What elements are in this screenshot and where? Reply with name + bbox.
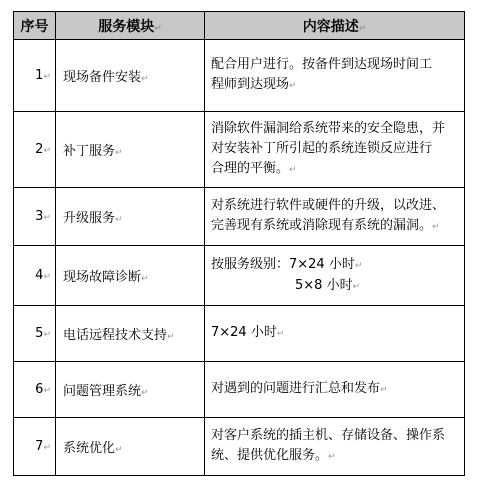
description-line: 5×8 小时↵ <box>295 277 361 293</box>
service-module: 升级服务↵ <box>56 188 205 246</box>
service-description <box>205 40 465 112</box>
header-no: 序号 <box>14 12 56 40</box>
service-module: 问题管理系统↵ <box>56 362 205 418</box>
table-row <box>14 112 465 188</box>
row-number: 4↵ <box>14 246 56 306</box>
row-number: 7↵ <box>14 418 56 476</box>
table-row <box>14 418 465 476</box>
table-row <box>14 362 465 418</box>
description-line: 对遇到的问题进行汇总和发布↵ <box>211 381 388 396</box>
service-table <box>13 11 465 476</box>
service-description <box>205 246 465 306</box>
table-row <box>14 40 465 112</box>
service-module: 电话远程技术支持↵ <box>56 306 205 362</box>
table-row <box>14 188 465 246</box>
service-description <box>205 188 465 246</box>
service-module: 现场备件安装↵ <box>56 40 205 112</box>
description-line: 完善现有系统或消除现有系统的漏洞。↵ <box>211 218 440 233</box>
description-line: 程师到达现场↵ <box>211 77 297 92</box>
description-line: 统、提供优化服务。↵ <box>211 448 336 463</box>
row-number: 1↵ <box>14 40 56 112</box>
service-description <box>205 362 465 418</box>
description-line: 配合用户进行。按备件到达现场时间工 <box>211 57 433 72</box>
header-row <box>14 12 465 40</box>
row-number: 2↵ <box>14 112 56 188</box>
description-line: 对客户系统的插主机、存储设备、操作系 <box>211 428 446 443</box>
row-number: 5↵ <box>14 306 56 362</box>
table-row <box>14 246 465 306</box>
description-line: 对系统进行软件或硬件的升级，以改进、 <box>211 198 446 213</box>
header-module: 服务模块↵ <box>56 12 205 40</box>
description-line: 消除软件漏洞给系统带来的安全隐患，并 <box>211 121 446 136</box>
service-description <box>205 418 465 476</box>
description-line: 7×24 小时↵ <box>211 325 285 340</box>
service-description <box>205 112 465 188</box>
header-description: 内容描述↵ <box>205 12 465 40</box>
description-line: 按服务级别：7×24 小时↵ <box>211 256 363 272</box>
service-module: 系统优化↵ <box>56 418 205 476</box>
row-number: 3↵ <box>14 188 56 246</box>
service-description <box>205 306 465 362</box>
service-module: 现场故障诊断↵ <box>56 246 205 306</box>
service-module: 补丁服务↵ <box>56 112 205 188</box>
table-row <box>14 306 465 362</box>
row-number: 6↵ <box>14 362 56 418</box>
description-line: 对安装补丁所引起的系统连锁反应进行 <box>211 141 433 156</box>
description-line: 合理的平衡。↵ <box>211 161 297 176</box>
